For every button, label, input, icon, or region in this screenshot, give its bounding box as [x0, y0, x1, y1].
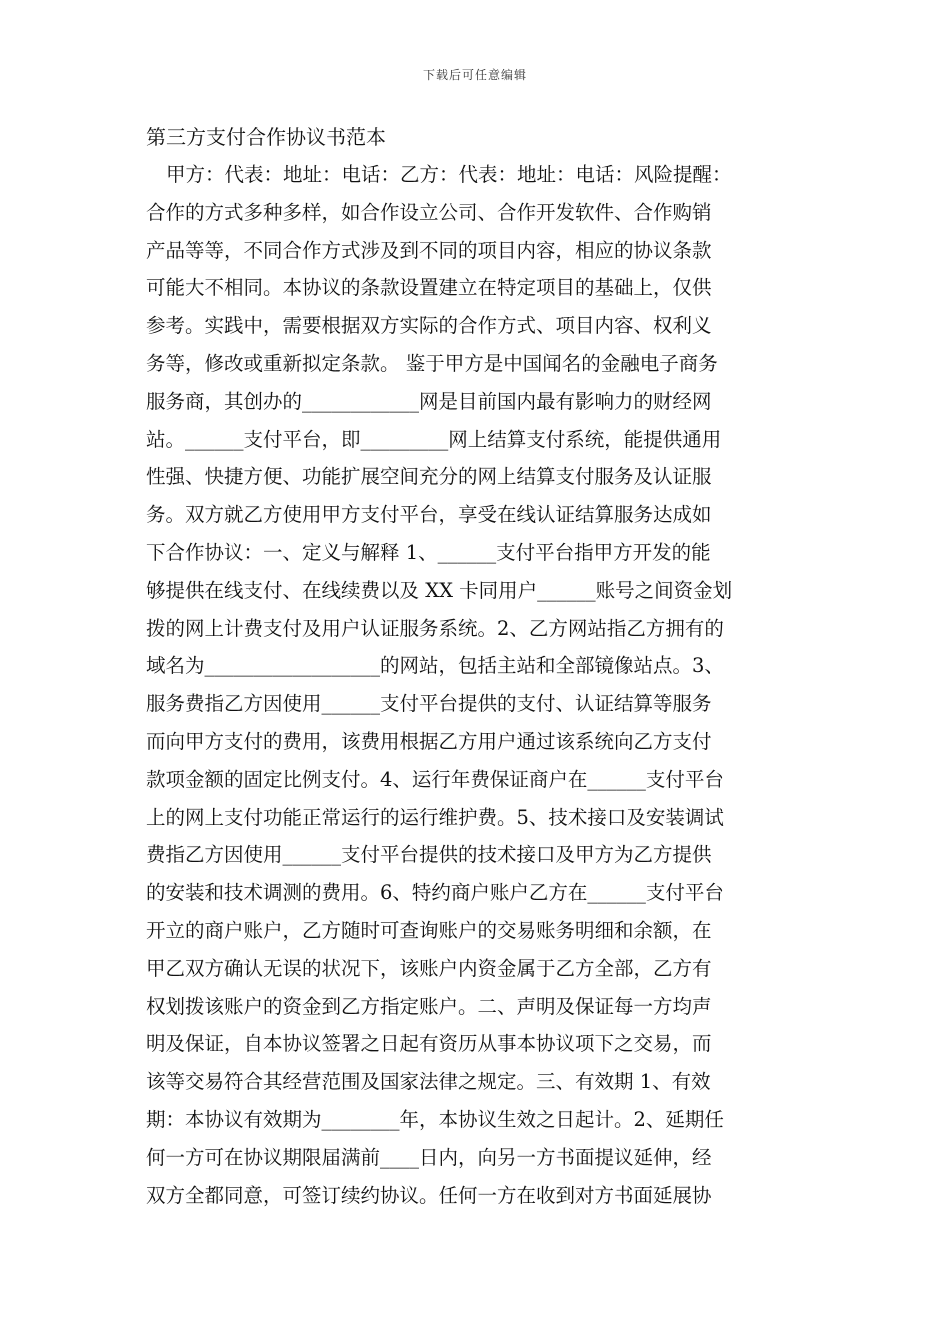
- download-editable-note: 下载后可任意编辑: [422, 68, 527, 82]
- body-line: 费指乙方因使用______支付平台提供的技术接口及甲方为乙方提供: [146, 843, 712, 867]
- body-line: 可能大不相同。本协议的条款设置建立在特定项目的基础上，仅供: [146, 276, 712, 300]
- body-line: 够提供在线支付、在线续费以及 XX 卡同用户______账号之间资金划: [146, 578, 733, 602]
- body-line: 务等，修改或重新拟定条款。 鉴于甲方是中国闻名的金融电子商务: [146, 351, 718, 375]
- body-line: 款项金额的固定比例支付。4、运行年费保证商户在______支付平台: [146, 767, 724, 791]
- body-line: 何一方可在协议期限届满前____日内，向另一方书面提议延伸，经: [146, 1145, 712, 1169]
- body-line: 而向甲方支付的费用，该费用根据乙方用户通过该系统向乙方支付: [146, 729, 712, 753]
- body-line: 站。______支付平台，即_________网上结算支付系统，能提供通用: [146, 427, 722, 451]
- body-line: 上的网上支付功能正常运行的运行维护费。5、技术接口及安装调试: [146, 805, 724, 829]
- body-line: 服务费指乙方因使用______支付平台提供的支付、认证结算等服务: [146, 692, 712, 716]
- body-line: 该等交易符合其经营范围及国家法律之规定。三、有效期 1、有效: [146, 1070, 711, 1094]
- body-line: 产品等等，不同合作方式涉及到不同的项目内容，相应的协议条款: [146, 238, 712, 262]
- body-line: 下合作协议：一、定义与解释 1、______支付平台指甲方开发的能: [146, 540, 711, 564]
- body-line: 双方全都同意，可签订续约协议。任何一方在收到对方书面延展协: [146, 1183, 712, 1207]
- document-title: 第三方支付合作协议书范本: [146, 125, 386, 149]
- body-line: 参考。实践中，需要根据双方实际的合作方式、项目内容、权利义: [146, 314, 712, 338]
- body-line: 权划拨该账户的资金到乙方指定账户。二、声明及保证每一方均声: [146, 994, 712, 1018]
- body-line: 合作的方式多种多样，如合作设立公司、合作开发软件、合作购销: [146, 200, 712, 224]
- body-line: 域名为__________________的网站，包括主站和全部镜像站点。3、: [146, 654, 724, 678]
- body-line: 务。双方就乙方使用甲方支付平台，享受在线认证结算服务达成如: [146, 503, 712, 527]
- body-line: 服务商，其创办的____________网是目前国内最有影响力的财经网: [146, 389, 712, 413]
- body-line: 期：本协议有效期为________年，本协议生效之日起计。2、延期任: [146, 1107, 724, 1131]
- body-line: 甲方：代表：地址：电话：乙方：代表：地址：电话：风险提醒：: [166, 163, 732, 186]
- body-line: 甲乙双方确认无误的状况下，该账户内资金属于乙方全部，乙方有: [146, 956, 712, 980]
- body-line: 开立的商户账户，乙方随时可查询账户的交易账务明细和余额，在: [146, 918, 712, 942]
- body-line: 的安装和技术调测的费用。6、特约商户账户乙方在______支付平台: [146, 881, 724, 905]
- body-line: 明及保证，自本协议签署之日起有资历从事本协议项下之交易，而: [146, 1032, 712, 1056]
- body-line: 性强、快捷方便、功能扩展空间充分的网上结算支付服务及认证服: [146, 465, 712, 489]
- body-line: 拨的网上计费支付及用户认证服务系统。2、乙方网站指乙方拥有的: [146, 616, 724, 640]
- document-body: [146, 156, 816, 1214]
